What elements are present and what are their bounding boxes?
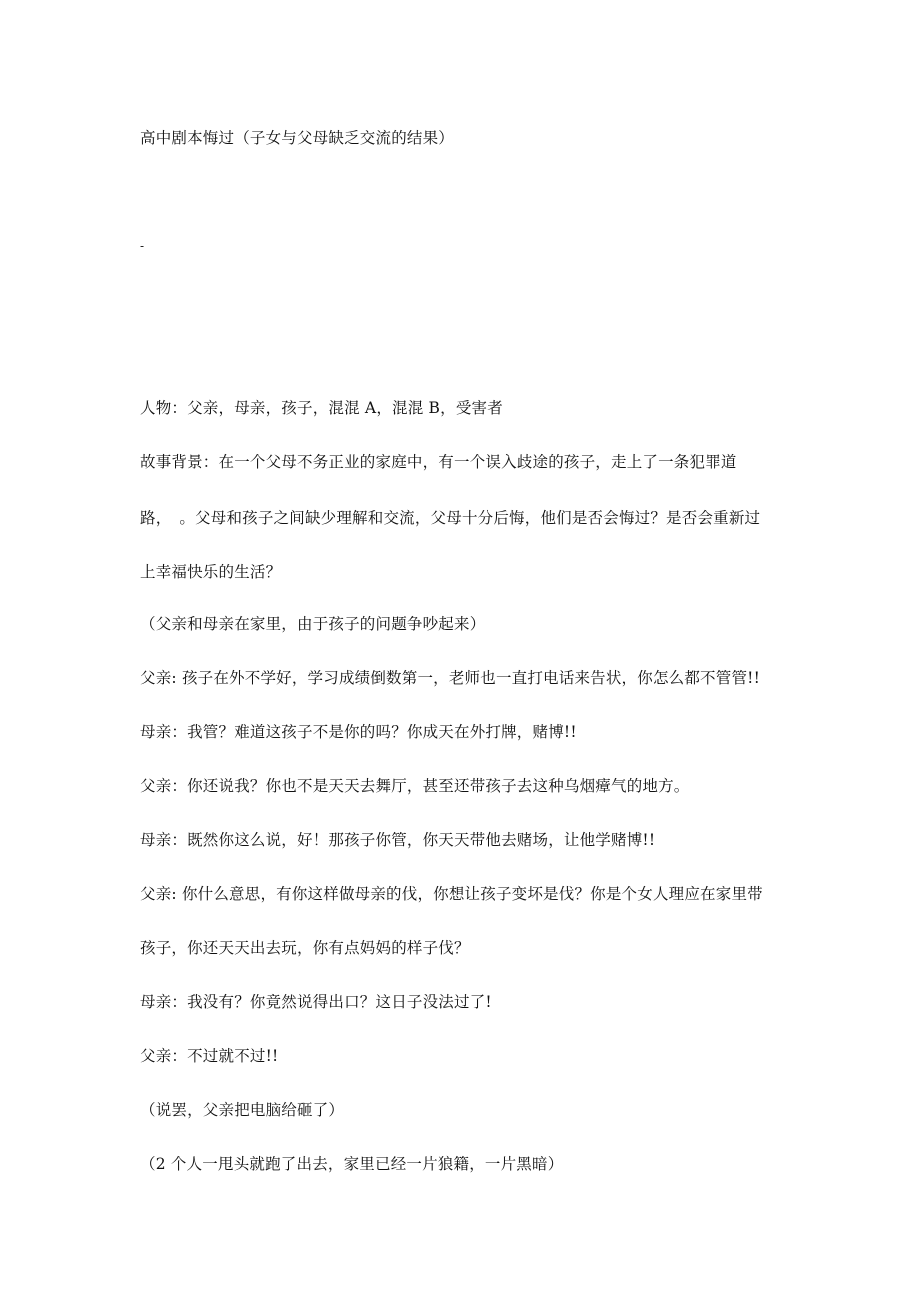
- stage-direction: （2 个人一甩头就跑了出去，家里已经一片狼籍，一片黑暗）: [140, 1155, 564, 1173]
- dialogue-line: 父亲: 你什么意思，有你这样做母亲的伐，你想让孩子变坏是伐？你是个女人理应在家里带: [140, 885, 763, 903]
- background-line-2: 路， 。父母和孩子之间缺少理解和交流，父母十分后悔，他们是否会悔过？是否会重新过: [140, 509, 761, 527]
- dialogue-line: 母亲：我管？难道这孩子不是你的吗？你成天在外打牌，赌博!!: [140, 723, 577, 741]
- dialogue-line: 父亲：你还说我？你也不是天天去舞厅，甚至还带孩子去这种乌烟瘴气的地方。: [140, 777, 690, 795]
- document-title: 高中剧本悔过（子女与父母缺乏交流的结果）: [140, 129, 455, 147]
- dialogue-line: 父亲：不过就不过!!: [140, 1047, 279, 1065]
- dialogue-line: 母亲：我没有？你竟然说得出口？这日子没法过了!: [140, 993, 492, 1011]
- dialogue-line: 孩子，你还天天出去玩，你有点妈妈的样子伐？: [140, 939, 470, 957]
- dialogue-line: 母亲：既然你这么说，好！那孩子你管，你天天带他去赌场，让他学赌博!!: [140, 831, 656, 849]
- background-line-3: 上幸福快乐的生活？: [140, 563, 282, 581]
- dialogue-line: 父亲: 孩子在外不学好，学习成绩倒数第一，老师也一直打电话来告状，你怎么都不管管!!: [140, 669, 761, 687]
- stage-direction: （说罢，父亲把电脑给砸了）: [140, 1101, 345, 1119]
- stage-direction: （父亲和母亲在家里，由于孩子的问题争吵起来）: [140, 615, 486, 633]
- separator-mark: -: [140, 239, 145, 253]
- background-line-1: 故事背景：在一个父母不务正业的家庭中，有一个误入歧途的孩子，走上了一条犯罪道: [140, 453, 737, 471]
- characters-line: 人物：父亲，母亲，孩子，混混 A，混混 B，受害者: [140, 399, 503, 417]
